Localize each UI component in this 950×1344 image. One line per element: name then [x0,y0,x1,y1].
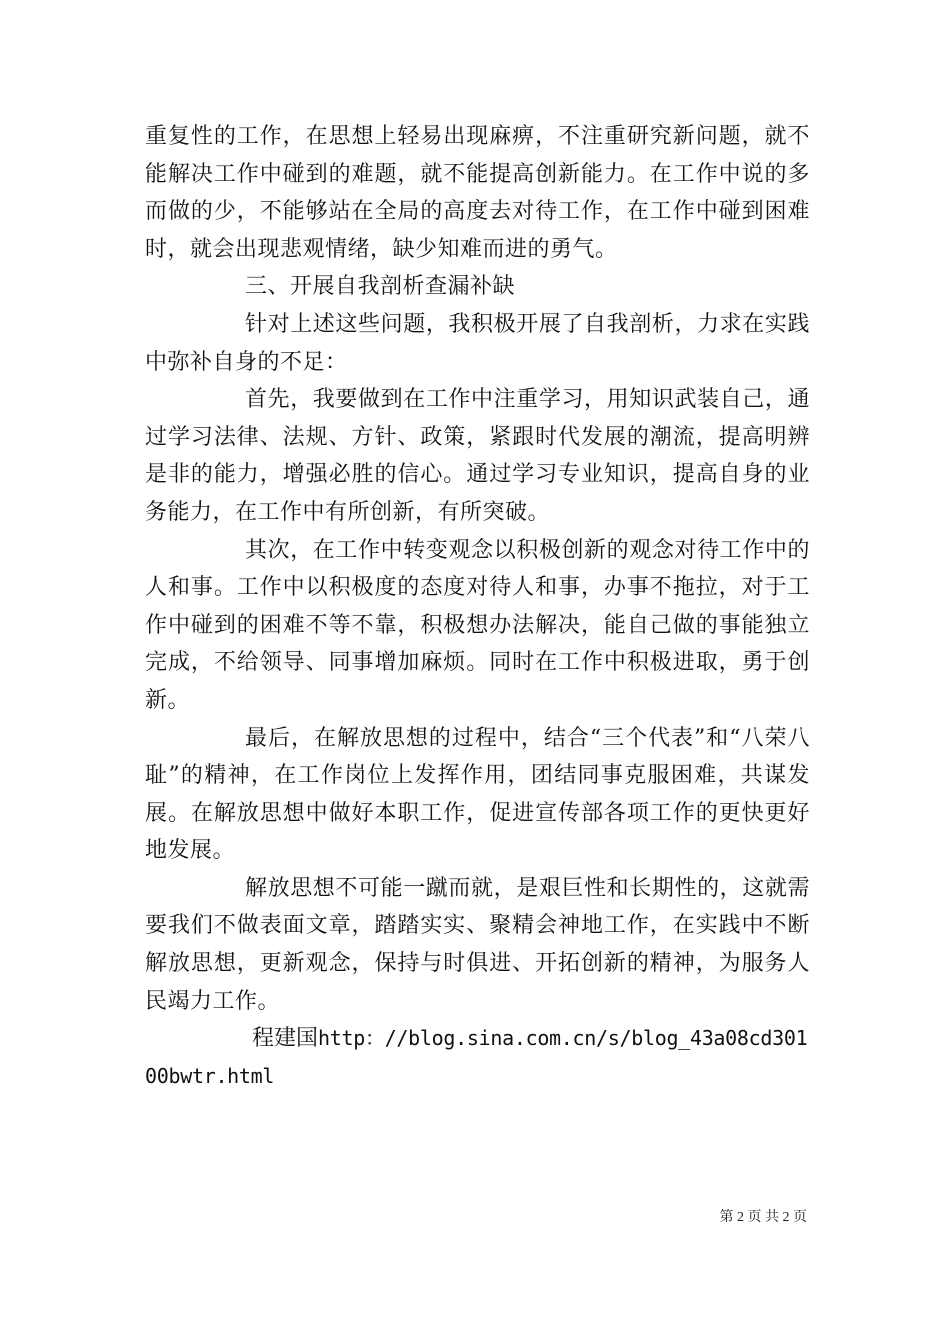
source-author: 程建国 [252,1026,319,1052]
paragraph-last: 最后，在解放思想的过程中，结合“三个代表”和“八荣八耻”的精神，在工作岗位上发挥作用，团结同事克服困难，共谋发展。在解放思想中做好本职工作，促进宣传部各项工作的更快更好地发展。 [145,725,810,864]
section-heading: 三、开展自我剖析查漏补缺 [245,274,516,300]
paragraph-intro: 针对上述这些问题，我积极开展了自我剖析，力求在实践中弥补自身的不足： [145,311,810,375]
paragraph-continuation: 重复性的工作，在思想上轻易出现麻痹，不注重研究新问题，就不能解决工作中碰到的难题，就不能提高创新能力。在工作中说的多而做的少，不能够站在全局的高度去对待工作，在工作中碰到困难时，就会出现悲观情绪，缺少知难而进的勇气。 [145,124,810,262]
source-url[interactable]: http：//blog.sina.com.cn/s/blog_43a08cd30100bwtr.html [145,1026,808,1088]
paragraph-second: 其次，在工作中转变观念以积极创新的观念对待工作中的人和事。工作中以积极度的态度对待人和事，办事不拖拉，对于工作中碰到的困难不等不靠，积极想办法解决，能自己做的事能独立完成，不给领导、同事增加麻烦。同时在工作中积极进取，勇于创新。 [145,537,810,713]
paragraph-first: 首先，我要做到在工作中注重学习，用知识武装自己，通过学习法律、法规、方针、政策，紧跟时代发展的潮流，提高明辨是非的能力，增强必胜的信心。通过学习专业知识，提高自身的业务能力，在工作中有所创新，有所突破。 [145,387,810,525]
paragraph-conclusion: 解放思想不可能一蹴而就，是艰巨性和长期性的，这就需要我们不做表面文章，踏踏实实、聚精会神地工作，在实践中不断解放思想，更新观念，保持与时俱进、开拓创新的精神，为服务人民竭力工作。 [145,875,810,1014]
document-body [145,118,810,1095]
page-footer: 第 2 页 共 2 页 [719,1210,807,1225]
source-line [145,1020,810,1095]
